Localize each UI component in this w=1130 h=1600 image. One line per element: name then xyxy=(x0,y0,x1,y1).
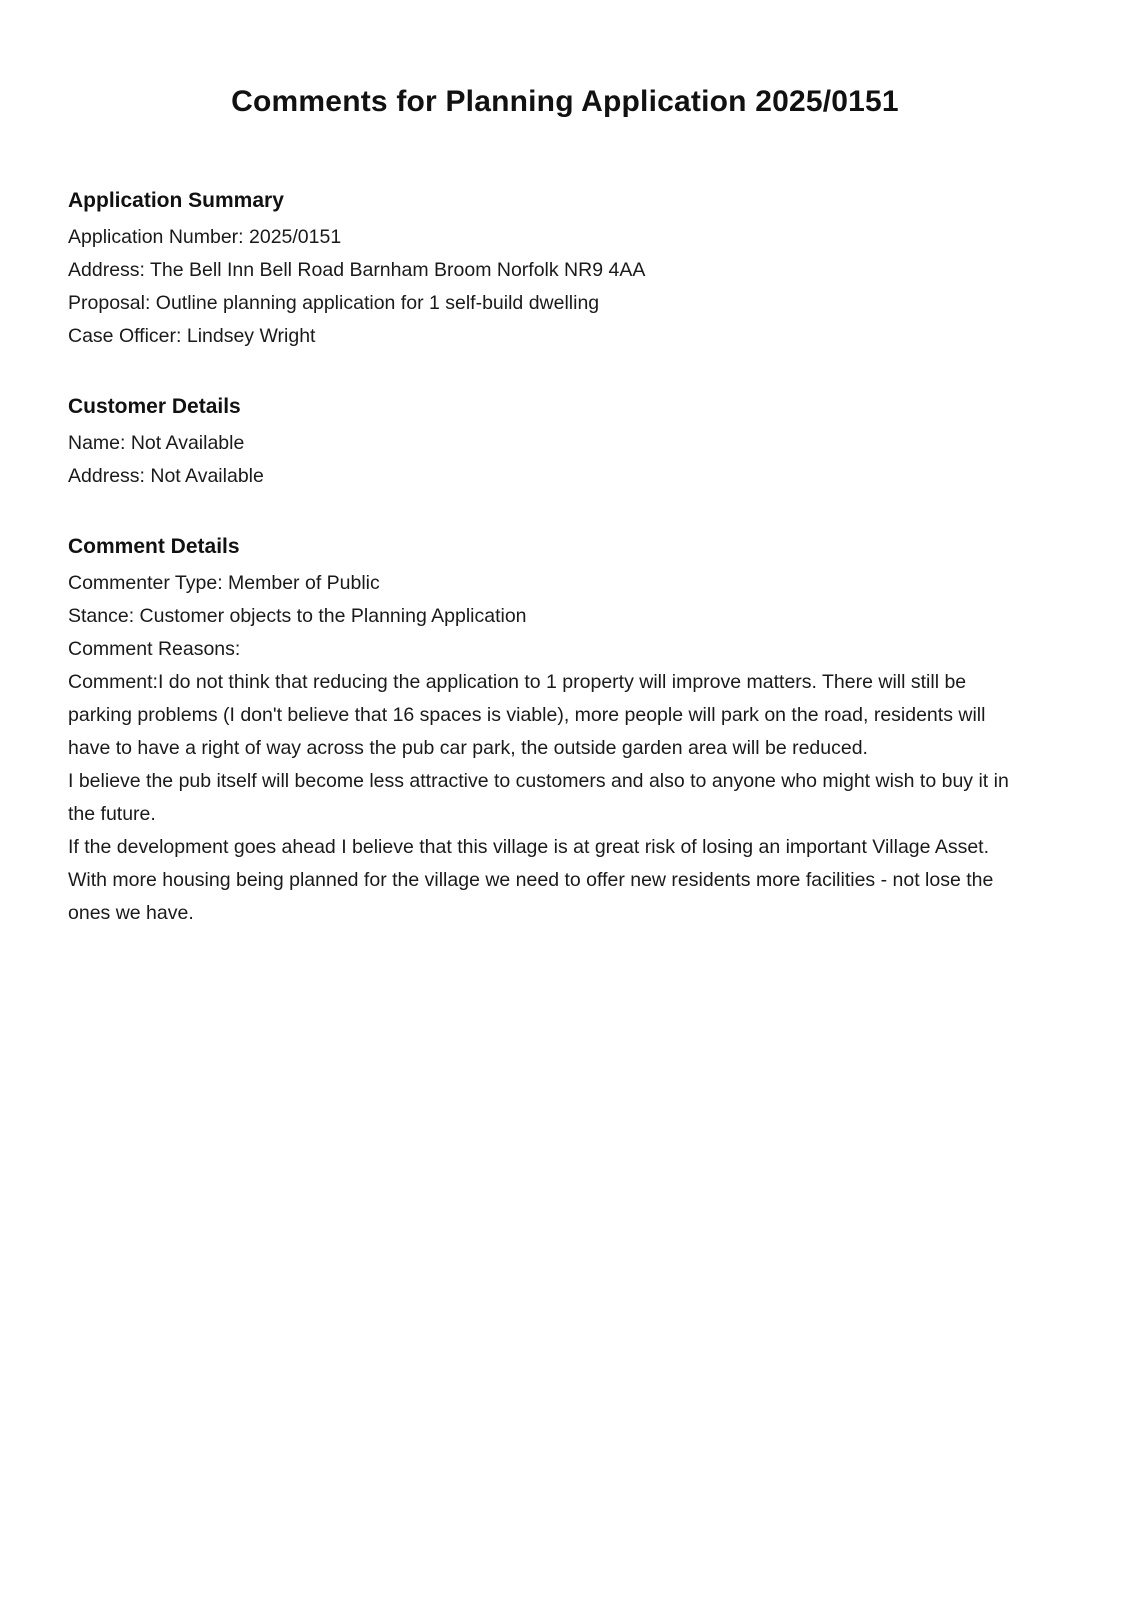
customer-address-line: Address: Not Available xyxy=(68,465,264,487)
case-officer-line: Case Officer: Lindsey Wright xyxy=(68,325,316,347)
comment-paragraph: I believe the pub itself will become less attractive to customers and also to anyone who might wish to buy it in the future. xyxy=(68,770,1009,825)
comment-details-section xyxy=(68,535,1033,930)
customer-name-line: Name: Not Available xyxy=(68,432,245,454)
comment-paragraph: With more housing being planned for the village we need to offer new residents more facilities - not lose the ones we have. xyxy=(68,869,994,924)
application-summary-heading: Application Summary xyxy=(68,189,284,212)
comment-paragraph: If the development goes ahead I believe that this village is at great risk of losing an important Village Asset. xyxy=(68,836,990,858)
application-address-line: Address: The Bell Inn Bell Road Barnham Broom Norfolk NR9 4AA xyxy=(68,259,646,281)
application-summary-section xyxy=(68,189,1033,353)
customer-details-heading: Customer Details xyxy=(68,395,241,418)
comment-reasons-line: Comment Reasons: xyxy=(68,638,241,660)
stance-line: Stance: Customer objects to the Planning Application xyxy=(68,605,527,627)
comment-details-heading: Comment Details xyxy=(68,535,240,558)
commenter-type-line: Commenter Type: Member of Public xyxy=(68,572,380,594)
application-number-line: Application Number: 2025/0151 xyxy=(68,226,342,248)
proposal-line: Proposal: Outline planning application for 1 self-build dwelling xyxy=(68,292,600,314)
comment-paragraph: Comment:I do not think that reducing the application to 1 property will improve matters. There will still be parking problems (I don't believe that 16 spaces is viable), more people will park on the road, residents will have to have a right of way across the pub car park, the outside garden area will be reduced. xyxy=(68,671,986,759)
customer-details-section xyxy=(68,395,1033,493)
page-title: Comments for Planning Application 2025/0151 xyxy=(231,85,899,118)
